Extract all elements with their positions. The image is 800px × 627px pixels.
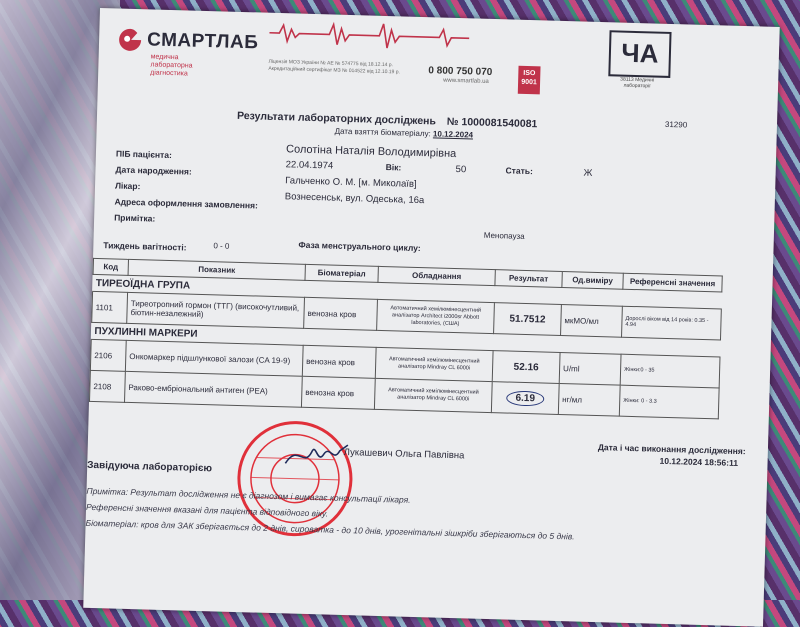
row-result: 51.7512 — [494, 303, 562, 336]
brand-name: СМАРТЛАБ — [146, 29, 259, 54]
head-of-lab-name: Лукашевич Ольга Павлівна — [343, 446, 465, 462]
license-text: Ліцензія МОЗ України № АЕ № 574775 від 18.12.14 р. Акредитаційний сертифікат МЗ № 014522 від 12.10.19 р. — [268, 58, 401, 76]
col-code: Код — [93, 258, 128, 275]
accreditation-badge: ЧА — [608, 30, 671, 78]
row-equipment: Автоматичний хемілюмінесцентний аналізатор Architect i2000sr Abbott laboratories, (США) — [377, 299, 495, 333]
group-name: ПУХЛИННІ МАРКЕРИ — [91, 322, 720, 357]
pregnancy-label: Тиждень вагітності: — [103, 240, 187, 253]
row-reference: Жінки:0 - 35 — [620, 354, 720, 388]
note-line-1: Примітка: Результат дослідження не є діагнозом і вимагає консультації лікаря. — [86, 485, 411, 505]
col-equipment: Обладнання — [378, 266, 495, 285]
row-unit: мкМО/мл — [561, 304, 623, 337]
exec-date-label: Дата і час виконання дослідження: — [597, 442, 746, 457]
head-of-lab-label: Завідуюча лабораторією — [87, 459, 213, 475]
row-code: 2108 — [90, 370, 126, 402]
col-reference: Референсні значення — [623, 273, 722, 292]
dob-label: Дата народження: — [115, 164, 192, 177]
results-table — [89, 258, 723, 420]
row-result-cell — [491, 382, 559, 415]
row-indicator: Онкомаркер підшлункової залози (CA 19-9) — [125, 340, 303, 376]
row-equipment: Автоматичний хемілюмінесцентний аналізатор Mindray CL 6000i — [375, 347, 493, 381]
col-indicator: Показник — [128, 259, 305, 280]
note-label: Примітка: — [114, 212, 156, 224]
row-material: венозна кров — [302, 345, 376, 378]
row-code: 1101 — [92, 291, 128, 323]
row-unit: U/ml — [559, 352, 621, 385]
row-indicator: Раково-ембріональний антиген (РЕА) — [124, 371, 302, 407]
cycle-label: Фаза менструального циклу: — [298, 239, 421, 254]
note-line-2: Референсні значення вказані для пацієнта відповідного віку. — [85, 501, 329, 519]
report-number: № 1000081540081 — [446, 115, 538, 131]
row-material: венозна кров — [304, 297, 378, 330]
report-code: 31290 — [664, 119, 688, 130]
hotline-phone: 0 800 750 070 — [428, 65, 493, 78]
waveform-decoration-icon — [269, 19, 470, 53]
row-result: 52.16 — [492, 351, 560, 384]
row-indicator: Тиреотропний гормон (ТТГ) (високочутливий, біотин-незалежний) — [127, 292, 305, 328]
address-label: Адреса оформлення замовлення: — [114, 196, 259, 211]
exec-date-value: 10.12.2024 18:56:11 — [659, 455, 739, 468]
pregnancy-value: 0 - 0 — [213, 241, 230, 251]
row-code: 2106 — [90, 339, 126, 371]
row-reference: Жінки: 0 - 3.3 — [619, 385, 719, 419]
report-title-text: Результати лабораторних досліджень — [236, 109, 437, 128]
website: www.smartlab.ua — [443, 77, 489, 85]
age-label: Вік: — [385, 162, 402, 173]
smartlab-logo-icon — [117, 26, 144, 53]
row-equipment: Автоматичний хемілюмінесцентний аналізатор Mindray CL 6000i — [374, 378, 492, 412]
brand-subtitle: медична лабораторна діагностика — [150, 53, 193, 78]
accreditation-sub: 38113 Медичні лабораторії — [620, 76, 655, 90]
group-name: ТИРЕОЇДНА ГРУПА — [93, 274, 722, 309]
dob-value: 22.04.1974 — [285, 159, 334, 172]
age-value: 50 — [455, 163, 467, 176]
patient-name-label: ПІБ пацієнта: — [115, 148, 173, 161]
sex-value: Ж — [583, 167, 593, 179]
address-value: Вознесенськ, вул. Одеська, 16а — [284, 191, 425, 207]
sex-label: Стать: — [505, 165, 534, 177]
doctor-value: Гальченко О. М. [м. Миколаїв] — [285, 175, 417, 190]
sample-date-line — [335, 127, 474, 140]
col-material: Біоматеріал — [305, 264, 378, 282]
cycle-value: Менопауза — [483, 230, 525, 241]
row-reference: Дорослі віком від 14 років: 0.35 - 4.94 — [622, 306, 722, 340]
lab-report-sheet — [83, 8, 779, 627]
col-result: Результат — [495, 270, 562, 288]
row-material: венозна кров — [301, 376, 375, 409]
patient-name: Солотіна Наталія Володимирівна — [285, 143, 457, 161]
note-line-3: Біоматеріал: кров для ЗАК зберігається до 2 днів, сироватка - до 10 днів, урогенітальні зішкріби зберігаються до 5 днів. — [85, 517, 575, 542]
sample-date-label: Дата взяття біоматеріалу: — [334, 126, 431, 139]
col-unit: Од.виміру — [562, 272, 623, 290]
sample-date-value: 10.12.2024 — [432, 129, 474, 140]
row-result: 6.19 — [506, 390, 544, 406]
row-unit: нг/мл — [558, 383, 620, 416]
doctor-label: Лікар: — [114, 180, 141, 192]
iso-badge-icon: ISO 9001 — [518, 66, 541, 95]
